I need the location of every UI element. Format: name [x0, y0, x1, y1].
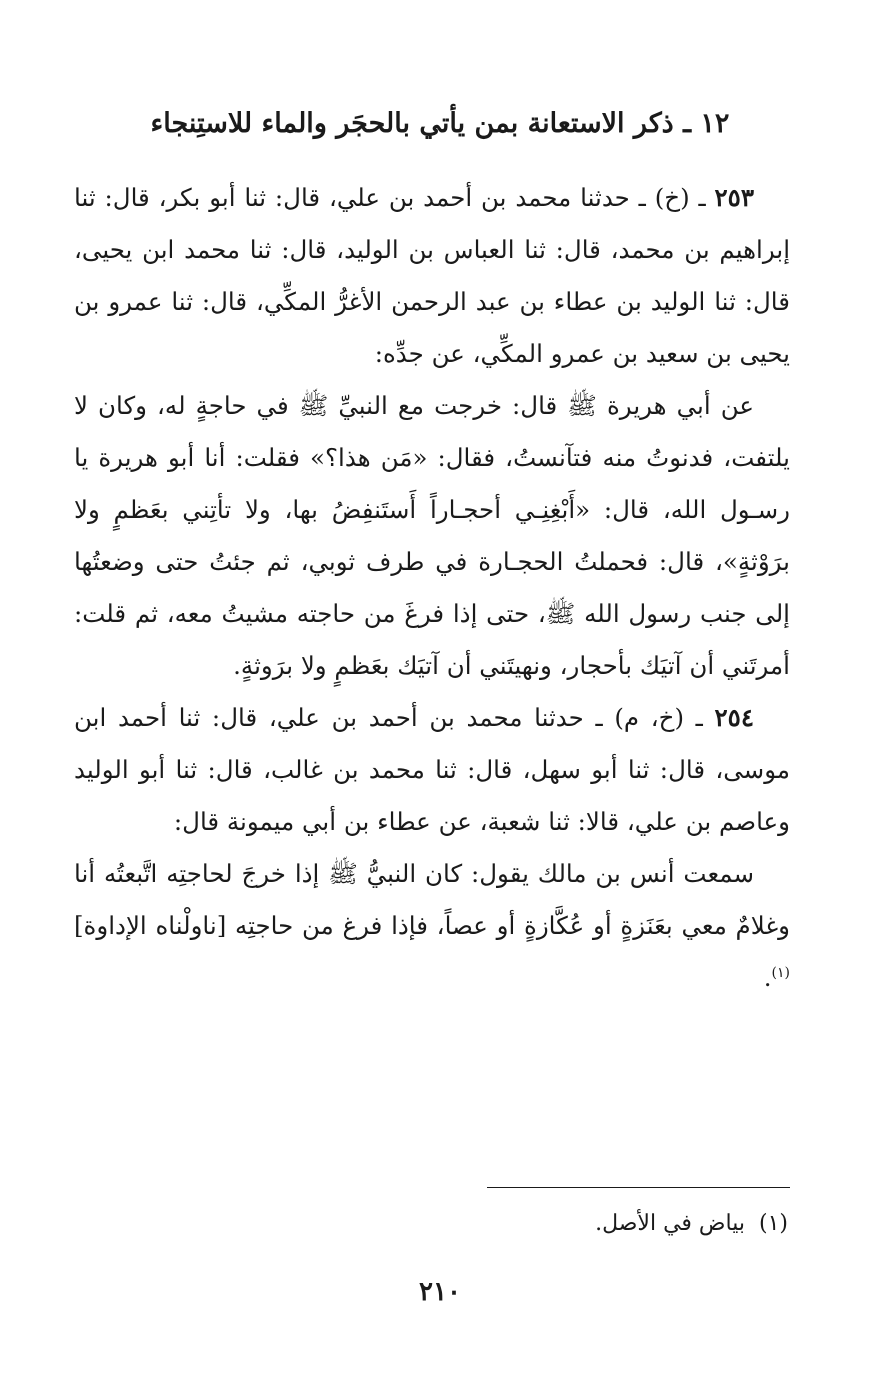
- paragraph-text: سمعت أنس بن مالك يقول: كان النبيُّ ﷺ إذا خرجَ لحاجتِه اتَّبعتُه أنا وغلامٌ معي بعَنَزةٍ أو عُكَّازةٍ أو عصاً، فإذا فرغ من حاجتِه [ناولْناه الإداوة]: [74, 859, 790, 940]
- footnote: [400, 1204, 788, 1244]
- paragraph-text: ـ (خ، م) ـ حدثنا محمد بن أحمد بن علي، قال: ثنا أحمد ابن موسى، قال: ثنا أبو سهل، قال: ثنا محمد بن غالب، قال: ثنا أبو الوليد وعاصم بن علي، قالا: ثنا شعبة، عن عطاء بن أبي ميمونة قال:: [74, 703, 790, 836]
- hadith-number: ٢٥٣: [714, 183, 754, 212]
- footnote-mark: (١): [758, 1211, 788, 1236]
- main-text: [74, 172, 790, 1004]
- hadith-number: ٢٥٤: [714, 703, 754, 732]
- footnote-divider: [487, 1187, 790, 1188]
- hadith-paragraph-254: [74, 692, 790, 848]
- paragraph-tail: .: [763, 963, 772, 992]
- footnote-reference: (١): [771, 964, 790, 981]
- paragraph-text: ـ (خ) ـ حدثنا محمد بن أحمد بن علي، قال: ثنا أبو بكر، قال: ثنا إبراهيم بن محمد، قال: ثنا العباس بن الوليد، قال: ثنا محمد ابن يحيى، قال: ثنا الوليد بن عطاء بن عبد الرحمن الأغرُّ المكِّي، قال: ثنا عمرو بن يحيى بن سعيد بن عمرو المكِّي، عن جدِّه:: [74, 183, 790, 368]
- page-number: ٢١٠: [419, 1277, 461, 1307]
- section-heading: ١٢ ـ ذكر الاستعانة بمن يأتي بالحجَر والماء للاستِنجاء: [150, 108, 730, 139]
- hadith-paragraph-253: [74, 172, 790, 380]
- paragraph-text: عن أبي هريرة ﷺ قال: خرجت مع النبيِّ ﷺ في حاجةٍ له، وكان لا يلتفت، فدنوتُ منه فتآنستُ، فقال: «مَن هذا؟» فقلت: أنا أبو هريرة يا رسـول الله، قال: «أَبْغِنِـي أحجـاراً أَستَنفِضُ بها، ولا تأتِني بعَظمٍ ولا برَوْثةٍ»، قال: فحملتُ الحجـارة في طرف ثوبي، ثم جئتُ حتى وضعتُها إلى جنب رسول الله ﷺ، حتى إذا فرغَ من حاجته مشيتُ معه، ثم قلت: أمرتَني أن آتيَك بأحجار، ونهيتَني أن آتيَك بعَظمٍ ولا برَوثةٍ.: [74, 391, 790, 680]
- footnote-text: بياض في الأصل.: [595, 1211, 745, 1236]
- hadith-matn-254: [74, 848, 790, 1004]
- hadith-matn-253: [74, 380, 790, 692]
